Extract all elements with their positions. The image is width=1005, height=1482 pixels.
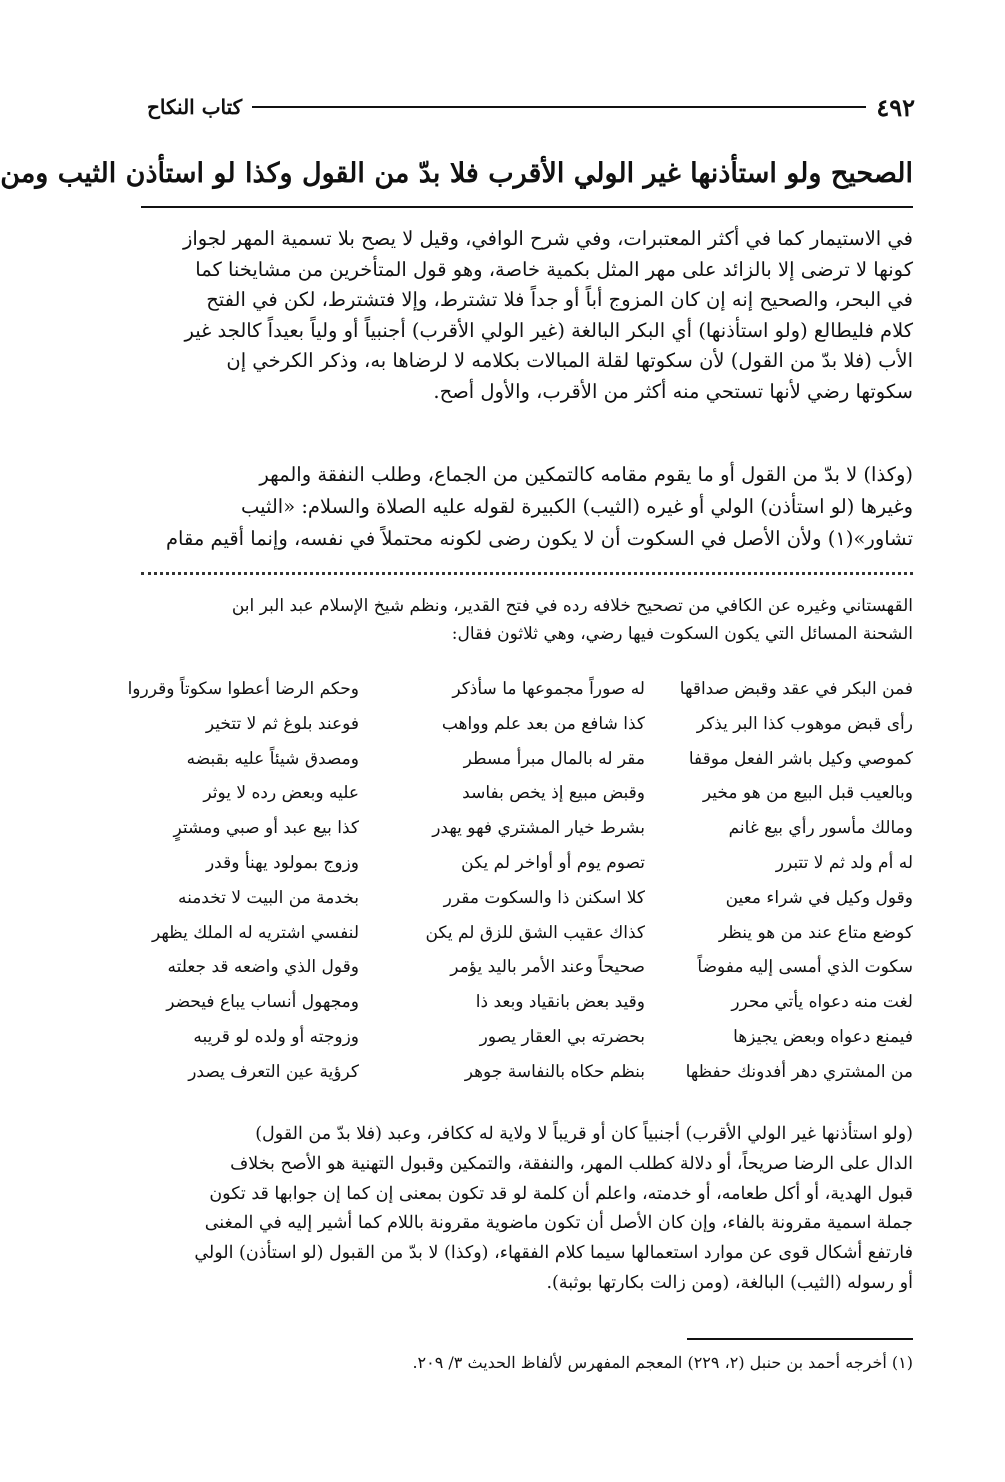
poem-hemistich: فوعند بلوغ ثم لا تتخير bbox=[205, 713, 359, 734]
poem-hemistich: لنفسي اشتريه له الملك يظهر bbox=[151, 922, 359, 943]
poem-hemistich: سكوت الذي أمسى إليه مفوضاً bbox=[697, 957, 913, 978]
poem-hemistich: ومجهول أنساب يباع فيحضر bbox=[166, 992, 359, 1013]
poem-row bbox=[141, 846, 913, 881]
commentary-block-1 bbox=[141, 224, 913, 408]
poem-hemistich: له أم ولد ثم لا تتبرر bbox=[775, 852, 913, 873]
commentary-line: فارتفع أشكال قوى عن موارد استعمالها سيما كلام الفقهاء، (وكذا) لا بدّ من القبول (لو استأذن) الولي bbox=[194, 1243, 913, 1264]
commentary-line: وغيرها (لو استأذن) الولي أو غيره (الثيب) الكبيرة لقوله عليه الصلاة والسلام: «الثيب bbox=[240, 495, 913, 518]
book-title: كتاب النكاح bbox=[147, 95, 243, 119]
poem-hemistich: فيمنع دعواه وبعض يجيزها bbox=[733, 1026, 913, 1047]
commentary-block-4 bbox=[141, 1120, 913, 1299]
poem-hemistich: فمن البكر في عقد وقبض صداقها bbox=[679, 679, 913, 699]
commentary-line: تشاور»(١) ولأن الأصل في السكوت أن لا يكون رضى لكونه محتملاً في نفسه، وإنما أقيم مقام bbox=[165, 527, 913, 550]
commentary-line: الأب (فلا بدّ من القول) لأن سكوتها لقلة المبالات بكلامه لا لرضاها به، وذكر الكرخي إن bbox=[226, 349, 913, 373]
poem-row bbox=[141, 811, 913, 846]
poem-row bbox=[141, 985, 913, 1020]
main-text-line: الصحيح ولو استأذنها غير الولي الأقرب فلا بدّ من القول وكذا لو استأذن الثيب ومن bbox=[0, 158, 913, 189]
poem-row bbox=[127, 672, 913, 707]
poem bbox=[127, 672, 913, 1090]
poem-hemistich: تصوم يوم أو أواخر لم يكن bbox=[461, 852, 645, 873]
commentary-line: كونها لا ترضى إلا بالزائد على مهر المثل بكمية خاصة، وهو قول المتأخرين من مشايخنا كما bbox=[195, 257, 913, 281]
poem-hemistich: وزوج بمولود يهنأ وقدر bbox=[205, 852, 359, 873]
commentary-line: جملة اسمية مقرونة بالفاء، وإن كان الأصل أن تكون ماضوية مقرونة باللام كما أشير إليه في المغنى bbox=[204, 1213, 913, 1234]
commentary-line: في البحر، والصحيح إنه إن كان المزوج أباً أو جداً فلا تشترط، وإلا فتشترط، لكن في الفتح bbox=[206, 288, 913, 312]
footnote-rule bbox=[687, 1338, 913, 1340]
commentary-line: في الاستيمار كما في أكثر المعتبرات، وفي شرح الوافي، وقيل لا يصح بلا تسمية المهر لجواز bbox=[182, 227, 913, 250]
commentary-line: كلام فليطالع (ولو استأذنها) أي البكر البالغة (غير الولي الأقرب) أجنبياً أو ولياً بعيداً كالجد غير bbox=[184, 318, 913, 342]
main-text-divider bbox=[141, 206, 913, 208]
poem-hemistich: كموصي وكيل باشر الفعل موقفا bbox=[688, 748, 913, 769]
commentary-block-3 bbox=[141, 592, 913, 648]
poem-row bbox=[141, 881, 913, 916]
poem-hemistich: عليه وبعض رده لا يوثر bbox=[203, 783, 359, 804]
poem-hemistich: بشرط خيار المشتري فهو يهدر bbox=[432, 818, 645, 839]
poem-row bbox=[141, 1020, 913, 1055]
commentary-line: (وكذا) لا بدّ من القول أو ما يقوم مقامه كالتمكين من الجماع، وطلب النفقة والمهر bbox=[259, 463, 913, 486]
commentary-line: الشحنة المسائل التي يكون السكوت فيها رضي، وهي ثلاثون فقال: bbox=[451, 624, 913, 644]
poem-hemistich: كرؤية عين التعرف يصدر bbox=[188, 1061, 359, 1082]
footnote bbox=[141, 1350, 913, 1376]
commentary-line: سكوتها رضي لأنها تستحي منه أكثر من الأقرب، والأول أصح. bbox=[433, 379, 913, 403]
poem-row bbox=[141, 742, 913, 777]
commentary-block-2 bbox=[141, 459, 913, 555]
commentary-line: قبول الهدية، أو أكل طعامه، أو خدمته، واعلم أن كلمة لو قد تكون بمعنى إن كما إن جوابها قد تكون bbox=[209, 1183, 913, 1204]
commentary-line: (ولو استأذنها غير الولي الأقرب) أجنبياً كان أو قريباً لا ولاية له ككافر، وعبد (فلا بدّ من القول) bbox=[255, 1124, 913, 1144]
poem-hemistich: له صوراً مجموعها ما سأذكر bbox=[452, 679, 645, 699]
poem-hemistich: بنظم حكاه بالنفاسة جوهر bbox=[464, 1061, 645, 1082]
poem-hemistich: وقبض مبيع إذ يخص بفاسد bbox=[462, 783, 645, 804]
poem-hemistich: بحضرته بي العقار يصور bbox=[479, 1026, 645, 1047]
footnote-text: (١) أخرجه أحمد بن حنبل (٢، ٢٢٩) المعجم المفهرس لألفاظ الحديث ٣/ ٢٠٩. bbox=[412, 1353, 913, 1372]
header-rule bbox=[252, 106, 866, 108]
poem-row bbox=[141, 916, 913, 951]
poem-hemistich: مقر له بالمال مبرأ مسطر bbox=[463, 748, 645, 769]
poem-hemistich: بخدمة من البيت لا تخدمنه bbox=[177, 887, 359, 908]
poem-hemistich: لغت منه دعواه يأتي محرر bbox=[731, 992, 913, 1013]
poem-row bbox=[141, 776, 913, 811]
poem-hemistich: كلا اسكنن ذا والسكوت مقرر bbox=[443, 887, 645, 908]
poem-hemistich: من المشتري دهر أفدونك حفظها bbox=[685, 1061, 913, 1082]
poem-hemistich: وقول الذي واضعه قد جعلته bbox=[167, 957, 359, 978]
poem-hemistich: رأى قبض موهوب كذا البر يذكر bbox=[696, 713, 913, 734]
commentary-line: القهستاني وغيره عن الكافي من تصحيح خلافه رده في فتح القدير، ونظم شيخ الإسلام عبد البر ابن bbox=[231, 596, 913, 616]
poem-hemistich: وحكم الرضا أعطوا سكوتاً وقرروا bbox=[127, 679, 359, 699]
poem-row bbox=[141, 707, 913, 742]
poem-hemistich: كذا بيع عبد أو صبي ومشترٍ bbox=[173, 818, 359, 839]
poem-hemistich: وزوجته أو ولده لو قريبه bbox=[193, 1026, 359, 1047]
poem-hemistich: وقيد بعض بانقياد وبعد ذا bbox=[475, 992, 645, 1013]
page-header bbox=[147, 92, 915, 122]
poem-row bbox=[141, 1055, 913, 1090]
poem-hemistich: كذا شافع من بعد علم وواهب bbox=[441, 713, 645, 734]
poem-row bbox=[141, 950, 913, 985]
commentary-line: أو رسوله (الثيب) البالغة، (ومن زالت بكارتها بوثبة). bbox=[546, 1272, 913, 1293]
dotted-divider bbox=[141, 572, 913, 575]
commentary-line: الدال على الرضا صريحاً، أو دلالة كطلب المهر، والنفقة، والتمكين وقبول التهنية هو الأصح بخلاف bbox=[230, 1153, 913, 1174]
poem-hemistich: كوضع متاع عند من هو ينظر bbox=[718, 922, 913, 943]
poem-hemistich: وقول وكيل في شراء معين bbox=[725, 887, 913, 908]
poem-hemistich: صحيحاً وعند الأمر باليد يؤمر bbox=[450, 957, 645, 978]
page-number: ٤٩٢ bbox=[876, 92, 915, 122]
poem-hemistich: وبالعيب قبل البيع من هو مخير bbox=[702, 783, 913, 804]
poem-hemistich: ومالك مأسور رأي بيع غانم bbox=[728, 818, 913, 839]
poem-hemistich: كذاك عقيب الشق للزق لم يكن bbox=[425, 922, 645, 943]
poem-hemistich: ومصدق شيئاً عليه بقبضه bbox=[186, 748, 359, 769]
